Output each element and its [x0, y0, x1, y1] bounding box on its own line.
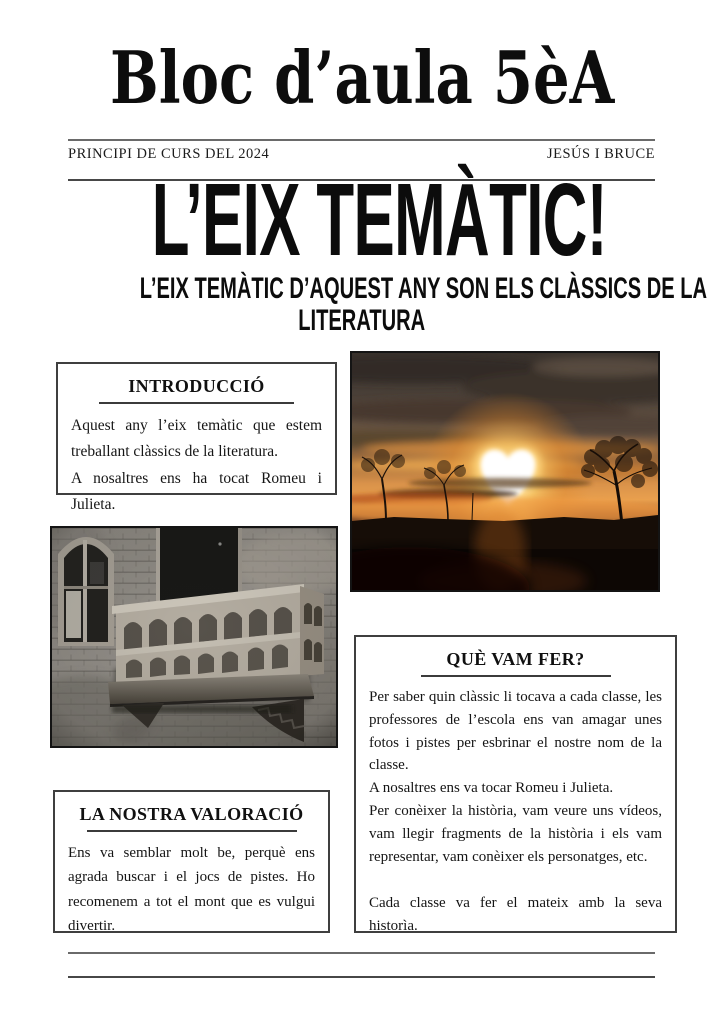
our-rating-title-underline — [87, 830, 297, 832]
heart-sunset-photo — [350, 351, 660, 592]
introduction-body — [58, 413, 335, 518]
our-rating-card — [53, 790, 330, 933]
what-we-did-title: QUÈ VAM FER? — [446, 649, 585, 669]
juliet-balcony-illustration — [52, 528, 336, 746]
dateline-right: JESÚS I BRUCE — [546, 146, 655, 162]
subheadline-line-2: LITERATURA — [298, 304, 426, 337]
introduction-title-underline — [99, 402, 294, 404]
bottom-rule-dark — [68, 976, 655, 978]
photo-vignette — [52, 528, 336, 746]
masthead — [0, 35, 724, 120]
introduction-paragraph: A nosaltres ens ha tocat Romeu i Julieta. — [71, 469, 322, 514]
our-rating-body — [55, 841, 328, 938]
heart-sunset-illustration — [352, 353, 658, 590]
our-rating-paragraph: Ens va semblar molt be, perquè ens agrada buscar i el jocs de pistes. Ho recomenem a tot el mont que es vulgui divertir. — [68, 845, 315, 934]
sunset-ground — [352, 509, 658, 590]
introduction-paragraph: Aquest any l’eix temàtic que estem treballant clàssics de la literatura. — [71, 417, 322, 461]
dateline-left: PRINCIPI DE CURS DEL 2024 — [68, 146, 270, 162]
subheadline-line-1: L’EIX TEMÀTIC D’AQUEST ANY SON ELS CLÀSSICS DE LA — [139, 272, 708, 305]
what-we-did-paragraph: Cada classe va fer el mateix amb la seva historìa. — [369, 895, 662, 935]
introduction-title: INTRODUCCIÓ — [128, 376, 265, 396]
masthead-title: Bloc d’aula 5èA — [109, 35, 615, 120]
headline: L’EIX TEMÀTIC! — [151, 162, 607, 277]
what-we-did-paragraph: Per saber quin clàssic li tocava a cada classe, les professores de l’escola ens van amagar unes fotos i pistes per esbrinar el nostre nom de la classe. — [369, 689, 662, 774]
what-we-did-title-underline — [421, 675, 611, 677]
what-we-did-paragraph: A nosaltres ens va tocar Romeu i Julieta. — [369, 780, 614, 797]
what-we-did-paragraph: Per conèixer la història, vam veure uns vídeos, vam llegir fragments de la història i els vam representar, vam conèixer els personatges, etc. — [369, 802, 662, 865]
subheadline-line-1-row — [0, 273, 724, 304]
juliet-balcony-photo — [50, 526, 338, 748]
subheadline-line-2-row — [0, 305, 724, 336]
top-rule-light — [68, 139, 655, 141]
introduction-card — [56, 362, 337, 514]
our-rating-title: LA NOSTRA VALORACIÓ — [79, 804, 304, 824]
dateline-row — [68, 146, 655, 163]
what-we-did-card — [354, 635, 677, 933]
what-we-did-body — [356, 686, 675, 938]
headline-row — [0, 162, 724, 277]
bottom-rule-light — [68, 952, 655, 954]
